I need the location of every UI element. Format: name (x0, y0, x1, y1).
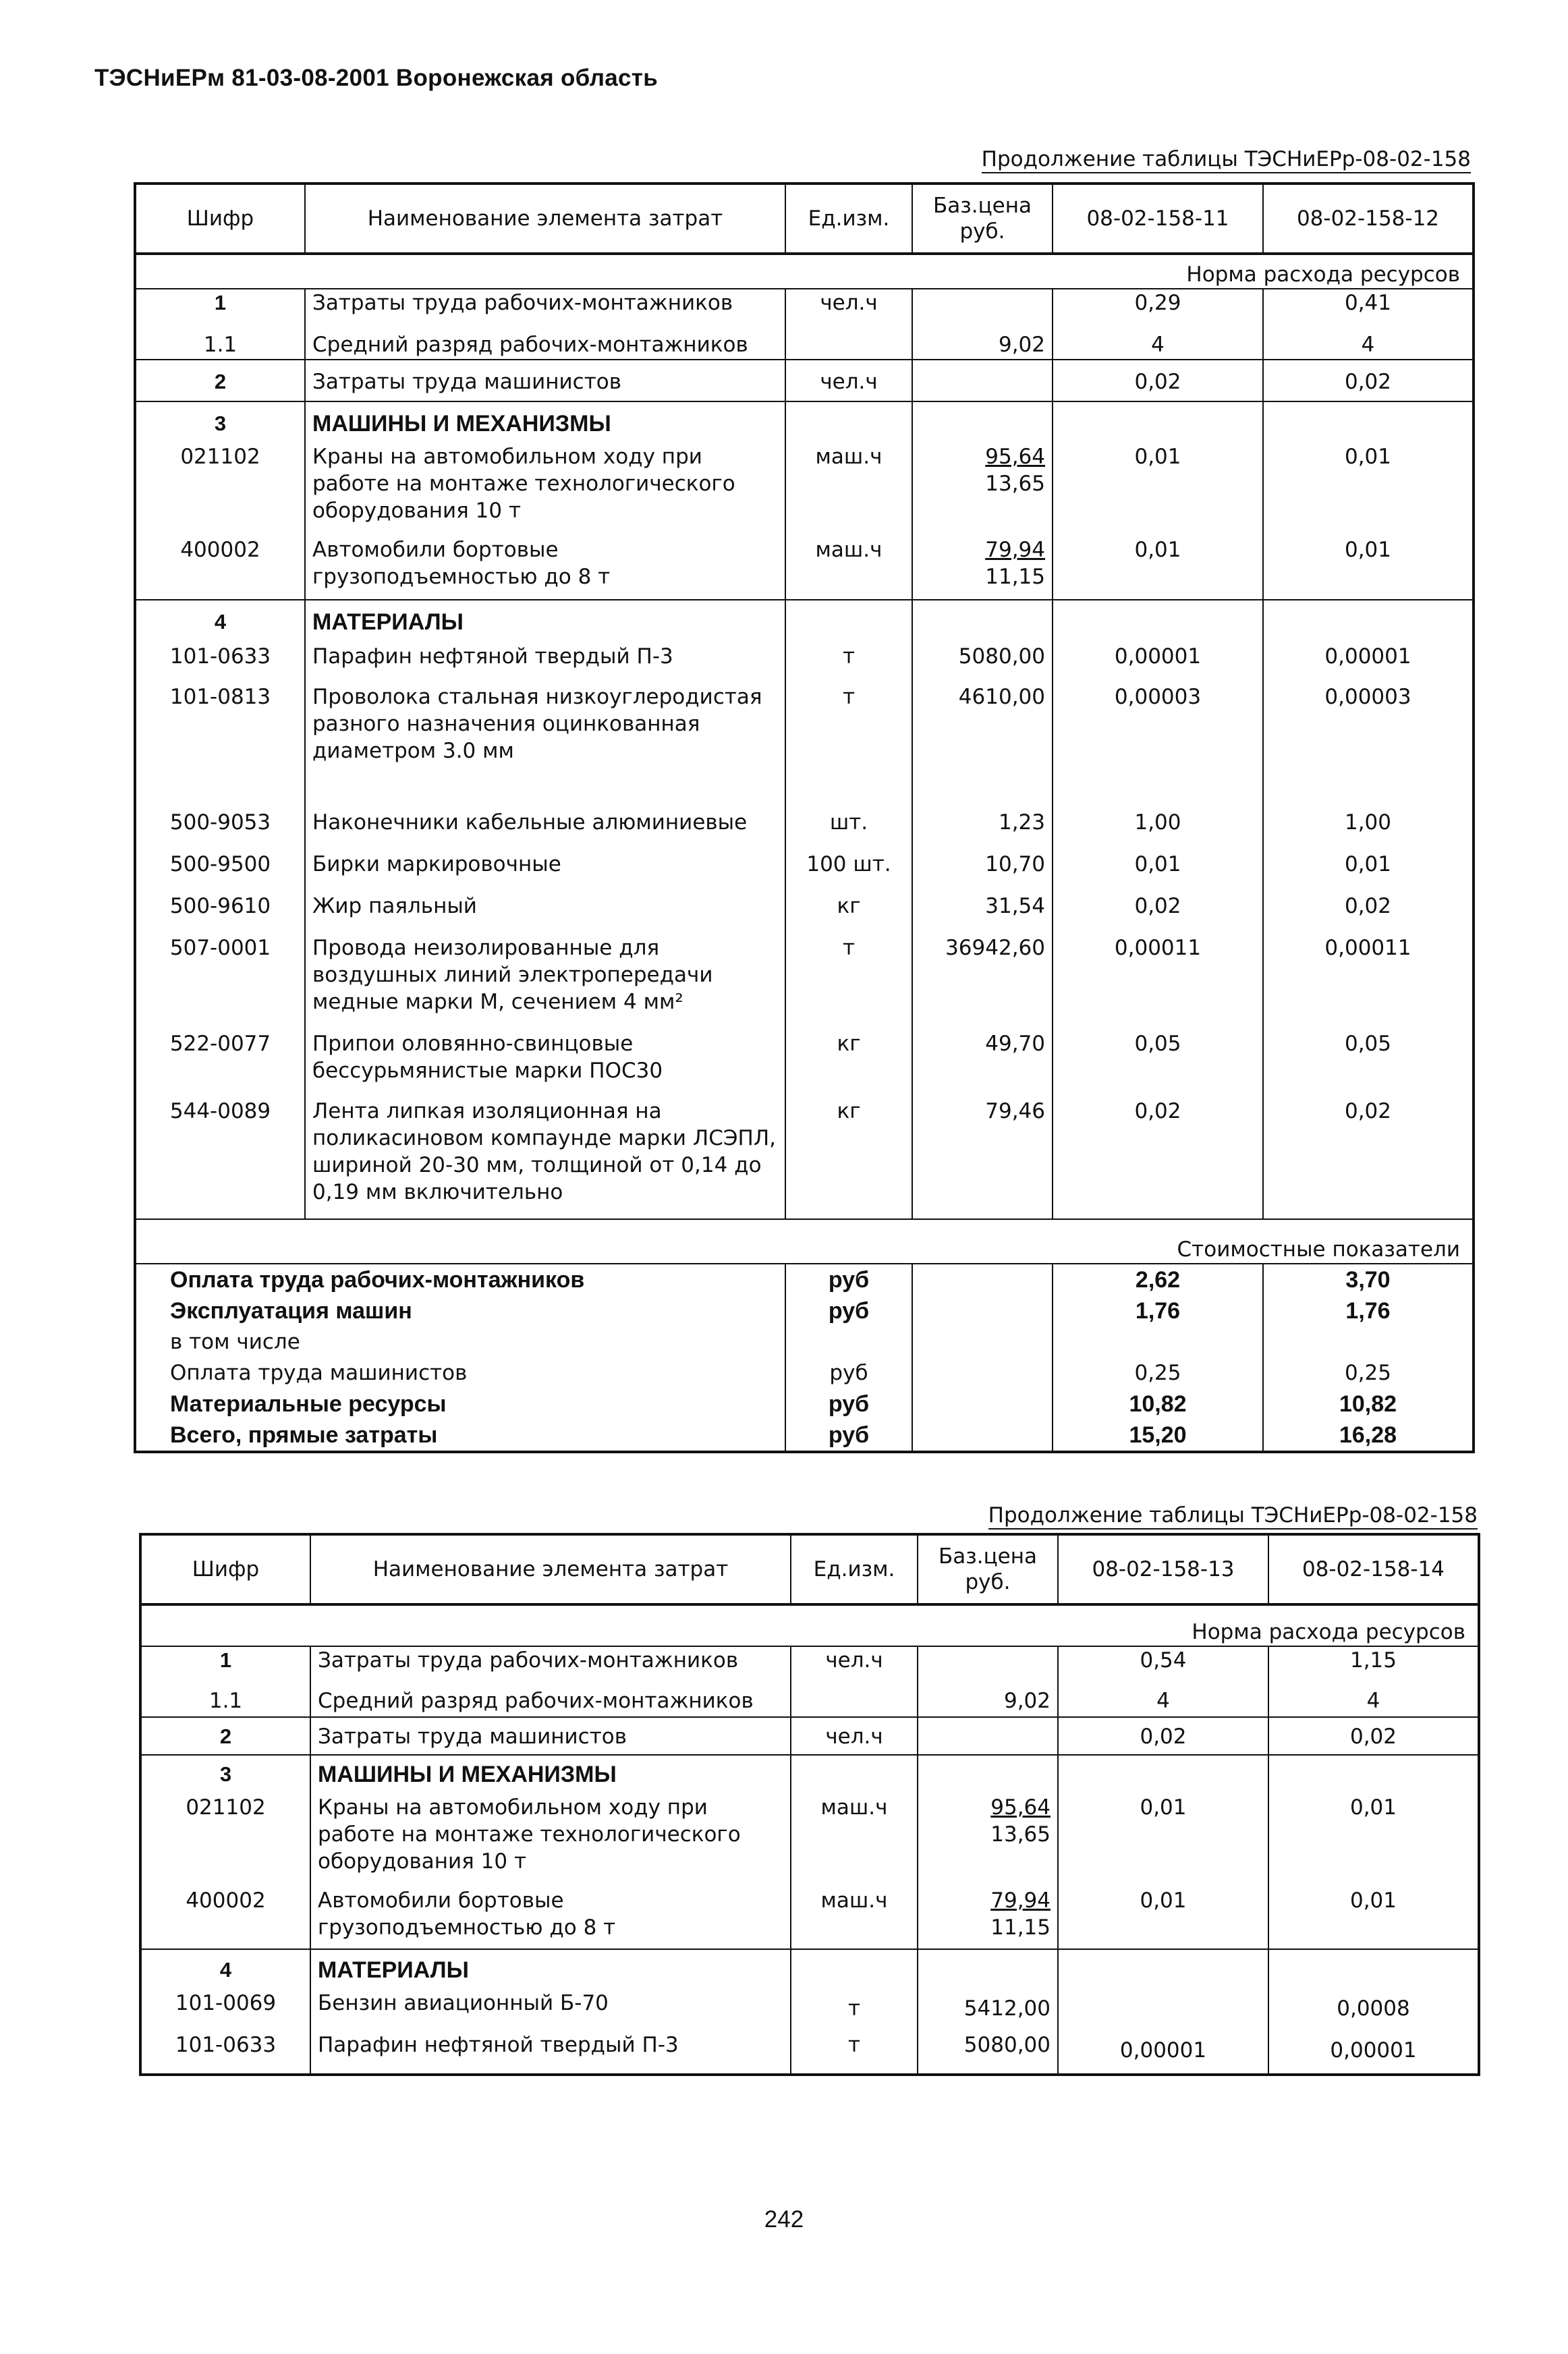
total-value-b: 3,70 (1263, 1264, 1474, 1295)
row-price: 36942,60 (912, 934, 1053, 1030)
row-name: Жир паяльный (305, 893, 785, 934)
total-row (135, 1420, 1474, 1452)
cost-label: Стоимостные показатели (135, 1219, 1474, 1264)
row-value-a: 0,00011 (1053, 934, 1263, 1030)
row-price (912, 289, 1053, 316)
row-code: 1 (140, 1646, 310, 1674)
row-unit: маш.ч (791, 1794, 918, 1887)
row-price: 1,23 (912, 809, 1053, 851)
total-row (135, 1295, 1474, 1326)
col-header-code: Шифр (140, 1534, 310, 1604)
total-value-b (1263, 1326, 1474, 1357)
total-value-a (1053, 1326, 1263, 1357)
row-code: 500-9053 (135, 809, 305, 851)
row-name: Лента липкая изоляционная на поликасиновом компаунде марки ЛСЭПЛ, шириной 20-30 мм, толщиной от 0,14 до 0,19 мм включительно (305, 1098, 785, 1219)
row-code: 101-0813 (135, 683, 305, 809)
row-code: 500-9500 (135, 851, 305, 893)
table-row (140, 1794, 1479, 1887)
section-title: МАШИНЫ И МЕХАНИЗМЫ (310, 1755, 791, 1794)
row-value-a: 0,54 (1058, 1646, 1268, 1674)
row-unit: чел.ч (791, 1717, 918, 1755)
row-unit: чел.ч (785, 360, 912, 401)
row-name: Проволока стальная низкоуглеродистая разного назначения оцинкованная диаметром 3.0 мм (305, 683, 785, 809)
col-header-b: 08-02-158-12 (1263, 184, 1474, 254)
section-row (135, 600, 1474, 643)
row-value-a: 0,01 (1053, 443, 1263, 536)
section-title: МАШИНЫ И МЕХАНИЗМЫ (305, 401, 785, 443)
total-row (135, 1389, 1474, 1420)
table2-caption: Продолжение таблицы ТЭСНиЕРр-08-02-158 (749, 1503, 1478, 1528)
row-value-a: 0,00001 (1058, 2031, 1268, 2075)
col-header-name: Наименование элемента затрат (310, 1534, 791, 1604)
norm-label: Норма расхода ресурсов (135, 254, 1474, 289)
row-value-a: 0,01 (1058, 1794, 1268, 1887)
row-price (912, 360, 1053, 401)
table1-caption: Продолжение таблицы ТЭСНиЕРр-08-02-158 (742, 147, 1471, 171)
table-row (135, 316, 1474, 360)
table-row (140, 1674, 1479, 1717)
total-row (135, 1357, 1474, 1389)
row-value-b: 0,02 (1263, 893, 1474, 934)
row-price: 5080,00 (912, 643, 1053, 683)
total-label: Эксплуатация машин (135, 1295, 785, 1326)
section-row (140, 1949, 1479, 1990)
row-value-a (1058, 1990, 1268, 2031)
row-value-b: 0,01 (1268, 1887, 1479, 1949)
row-unit: т (785, 934, 912, 1030)
table2 (139, 1533, 1480, 2076)
page-number: 242 (764, 2206, 804, 2233)
total-value-b: 10,82 (1263, 1389, 1474, 1420)
row-price: 31,54 (912, 893, 1053, 934)
table-row (140, 1646, 1479, 1674)
row-unit: т (791, 2031, 918, 2075)
total-row (135, 1264, 1474, 1295)
total-value-b: 0,25 (1263, 1357, 1474, 1389)
table-row (135, 643, 1474, 683)
row-unit: 100 шт. (785, 851, 912, 893)
row-value-a: 0,00001 (1053, 643, 1263, 683)
cost-label-row (135, 1219, 1474, 1264)
table-row (140, 1717, 1479, 1755)
total-value-a: 1,76 (1053, 1295, 1263, 1326)
row-code: 2 (140, 1717, 310, 1755)
total-value-a: 10,82 (1053, 1389, 1263, 1420)
total-label: Оплата труда машинистов (135, 1357, 785, 1389)
table-row (140, 2031, 1479, 2075)
row-unit: маш.ч (791, 1887, 918, 1949)
row-code: 507-0001 (135, 934, 305, 1030)
col-header-a: 08-02-158-13 (1058, 1534, 1268, 1604)
total-value-b: 16,28 (1263, 1420, 1474, 1452)
total-label: в том числе (135, 1326, 785, 1357)
total-unit: руб (785, 1264, 912, 1295)
row-code: 101-0633 (140, 2031, 310, 2075)
row-name: Затраты труда машинистов (305, 360, 785, 401)
row-price: 9,02 (912, 316, 1053, 360)
norm-label-row (135, 254, 1474, 289)
row-value-a: 0,02 (1053, 1098, 1263, 1219)
row-code: 1.1 (140, 1674, 310, 1717)
row-value-b: 0,01 (1263, 536, 1474, 600)
row-value-a: 0,02 (1053, 893, 1263, 934)
row-unit: шт. (785, 809, 912, 851)
total-value-a: 0,25 (1053, 1357, 1263, 1389)
row-name: Автомобили бортовые грузоподъемностью до 8 т (310, 1887, 791, 1949)
total-unit: руб (785, 1389, 912, 1420)
row-price: 95,64 13,65 (912, 443, 1053, 536)
row-price (918, 1717, 1058, 1755)
table1 (134, 182, 1475, 1453)
row-name: Краны на автомобильном ходу при работе на монтаже технологического оборудования 10 т (310, 1794, 791, 1887)
table2-header-row (140, 1534, 1479, 1604)
total-value-a: 2,62 (1053, 1264, 1263, 1295)
row-unit: кг (785, 1030, 912, 1098)
table-row (135, 443, 1474, 536)
row-unit: кг (785, 893, 912, 934)
row-unit: маш.ч (785, 536, 912, 600)
section-row (140, 1755, 1479, 1794)
row-code: 1 (135, 289, 305, 316)
page-header: ТЭСНиЕРм 81-03-08-2001 Воронежская область (94, 65, 659, 91)
table1-header-row (135, 184, 1474, 254)
row-value-a: 4 (1053, 316, 1263, 360)
row-price: 4610,00 (912, 683, 1053, 809)
row-name: Краны на автомобильном ходу при работе на монтаже технологического оборудования 10 т (305, 443, 785, 536)
row-value-b: 1,00 (1263, 809, 1474, 851)
row-price (918, 1646, 1058, 1674)
row-code: 021102 (140, 1794, 310, 1887)
row-value-b: 0,41 (1263, 289, 1474, 316)
row-value-a: 0,02 (1058, 1717, 1268, 1755)
row-value-a: 0,00003 (1053, 683, 1263, 809)
norm-label-row (140, 1604, 1479, 1646)
row-value-a: 0,05 (1053, 1030, 1263, 1098)
table-row (135, 360, 1474, 401)
row-name: Бирки маркировочные (305, 851, 785, 893)
table-row (140, 1887, 1479, 1949)
row-price: 95,64 13,65 (918, 1794, 1058, 1887)
table-row (135, 289, 1474, 316)
col-header-name: Наименование элемента затрат (305, 184, 785, 254)
total-value-b: 1,76 (1263, 1295, 1474, 1326)
row-unit: т (785, 683, 912, 809)
total-label: Всего, прямые затраты (135, 1420, 785, 1452)
total-unit (785, 1326, 912, 1357)
row-value-b: 0,00003 (1263, 683, 1474, 809)
total-label: Оплата труда рабочих-монтажников (135, 1264, 785, 1295)
section-row (135, 401, 1474, 443)
col-header-unit: Ед.изм. (785, 184, 912, 254)
table-row (140, 1990, 1479, 2031)
row-code: 2 (135, 360, 305, 401)
row-name: Автомобили бортовые грузоподъемностью до 8 т (305, 536, 785, 600)
row-value-b: 0,00011 (1263, 934, 1474, 1030)
row-code: 522-0077 (135, 1030, 305, 1098)
table-row (135, 851, 1474, 893)
table-row (135, 893, 1474, 934)
row-code: 021102 (135, 443, 305, 536)
row-name: Бензин авиационный Б-70 (310, 1990, 791, 2031)
row-price: 79,46 (912, 1098, 1053, 1219)
row-price: 9,02 (918, 1674, 1058, 1717)
table-row (135, 1098, 1474, 1219)
row-name: Парафин нефтяной твердый П-3 (310, 2031, 791, 2075)
col-header-a: 08-02-158-11 (1053, 184, 1263, 254)
row-name: Припои оловянно-свинцовые бессурьмянистые марки ПОС30 (305, 1030, 785, 1098)
row-price: 5412,00 (918, 1990, 1058, 2031)
row-value-b: 4 (1268, 1674, 1479, 1717)
row-value-a: 0,01 (1053, 851, 1263, 893)
total-unit: руб (785, 1420, 912, 1452)
row-name: Затраты труда машинистов (310, 1717, 791, 1755)
row-value-b: 4 (1263, 316, 1474, 360)
table-row (135, 683, 1474, 809)
col-header-code: Шифр (135, 184, 305, 254)
row-unit (785, 316, 912, 360)
row-unit: чел.ч (791, 1646, 918, 1674)
row-value-b: 0,05 (1263, 1030, 1474, 1098)
row-value-b: 0,01 (1263, 851, 1474, 893)
section-code: 4 (140, 1949, 310, 1990)
table-row (135, 809, 1474, 851)
row-value-a: 0,01 (1053, 536, 1263, 600)
row-price: 79,94 11,15 (912, 536, 1053, 600)
row-price: 5080,00 (918, 2031, 1058, 2075)
row-value-a: 0,01 (1058, 1887, 1268, 1949)
row-value-b: 0,02 (1263, 360, 1474, 401)
row-value-a: 1,00 (1053, 809, 1263, 851)
row-value-a: 4 (1058, 1674, 1268, 1717)
row-value-b: 1,15 (1268, 1646, 1479, 1674)
row-value-b: 0,00001 (1268, 2031, 1479, 2075)
total-unit: руб (785, 1295, 912, 1326)
col-header-price: Баз.цена руб. (918, 1534, 1058, 1604)
col-header-unit: Ед.изм. (791, 1534, 918, 1604)
row-name: Затраты труда рабочих-монтажников (310, 1646, 791, 1674)
row-value-a: 0,02 (1053, 360, 1263, 401)
row-value-b: 0,01 (1268, 1794, 1479, 1887)
row-unit: маш.ч (785, 443, 912, 536)
row-value-a: 0,29 (1053, 289, 1263, 316)
row-unit: т (791, 1990, 918, 2031)
row-value-b: 0,02 (1263, 1098, 1474, 1219)
row-unit: чел.ч (785, 289, 912, 316)
section-code: 3 (135, 401, 305, 443)
table-row (135, 1030, 1474, 1098)
row-code: 400002 (140, 1887, 310, 1949)
row-value-b: 0,01 (1263, 443, 1474, 536)
row-price: 49,70 (912, 1030, 1053, 1098)
total-unit: руб (785, 1357, 912, 1389)
section-code: 3 (140, 1755, 310, 1794)
row-name: Средний разряд рабочих-монтажников (305, 316, 785, 360)
row-unit: кг (785, 1098, 912, 1219)
table-row (135, 934, 1474, 1030)
row-name: Средний разряд рабочих-монтажников (310, 1674, 791, 1717)
norm-label: Норма расхода ресурсов (140, 1604, 1479, 1646)
row-name: Наконечники кабельные алюминиевые (305, 809, 785, 851)
row-name: Парафин нефтяной твердый П-3 (305, 643, 785, 683)
row-code: 500-9610 (135, 893, 305, 934)
total-row (135, 1326, 1474, 1357)
table-row (135, 536, 1474, 600)
row-code: 101-0633 (135, 643, 305, 683)
row-price: 79,94 11,15 (918, 1887, 1058, 1949)
total-value-a: 15,20 (1053, 1420, 1263, 1452)
row-code: 400002 (135, 536, 305, 600)
section-title: МАТЕРИАЛЫ (310, 1949, 791, 1990)
row-code: 101-0069 (140, 1990, 310, 2031)
row-code: 544-0089 (135, 1098, 305, 1219)
row-name: Затраты труда рабочих-монтажников (305, 289, 785, 316)
row-unit (791, 1674, 918, 1717)
row-value-b: 0,00001 (1263, 643, 1474, 683)
section-code: 4 (135, 600, 305, 643)
col-header-price: Баз.цена руб. (912, 184, 1053, 254)
col-header-b: 08-02-158-14 (1268, 1534, 1479, 1604)
row-value-b: 0,0008 (1268, 1990, 1479, 2031)
row-code: 1.1 (135, 316, 305, 360)
row-value-b: 0,02 (1268, 1717, 1479, 1755)
row-name: Провода неизолированные для воздушных линий электропередачи медные марки М, сечением 4 мм² (305, 934, 785, 1030)
row-unit: т (785, 643, 912, 683)
section-title: МАТЕРИАЛЫ (305, 600, 785, 643)
total-label: Материальные ресурсы (135, 1389, 785, 1420)
row-price: 10,70 (912, 851, 1053, 893)
